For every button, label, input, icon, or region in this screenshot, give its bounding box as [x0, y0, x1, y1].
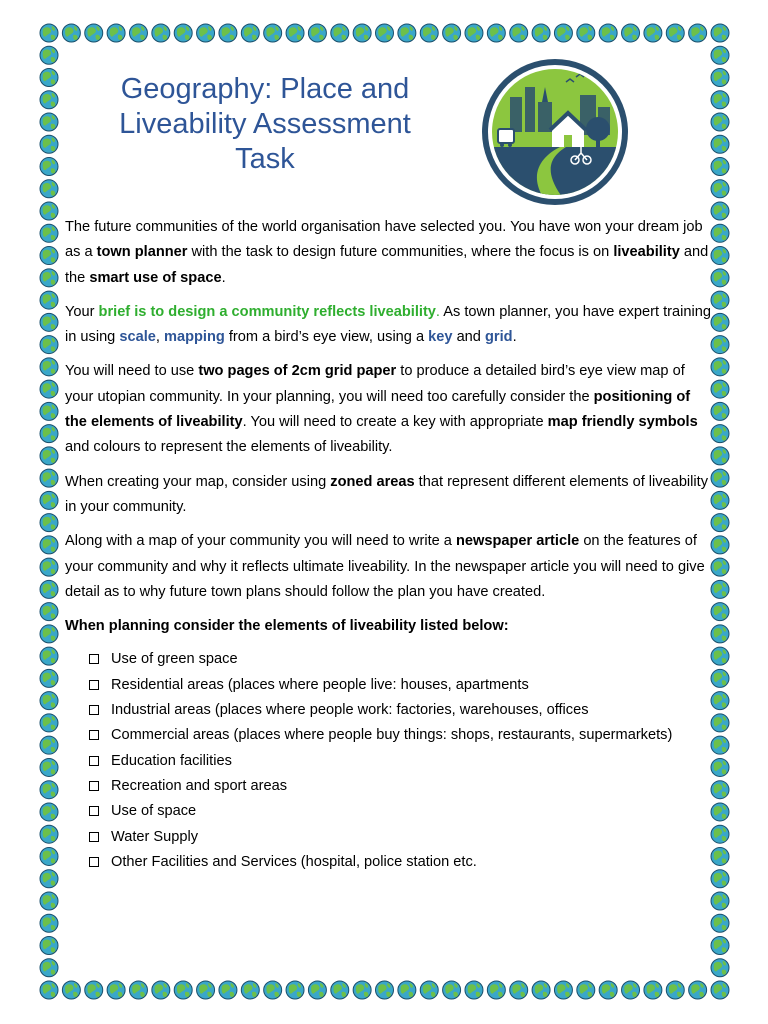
keyword-newspaper-article: newspaper article: [455, 533, 580, 550]
globe-icon: [711, 46, 729, 64]
globe-icon: [107, 981, 125, 999]
globe-icon: [40, 224, 58, 242]
title-line-1: Geography: Place and: [120, 73, 410, 105]
list-item-label: Water Supply: [111, 828, 199, 845]
globe-icon: [85, 24, 103, 42]
globe-icon: [644, 24, 662, 42]
globe-icon: [62, 981, 80, 999]
page-title: [80, 72, 450, 177]
keyword-zoned-areas: zoned areas: [330, 473, 415, 490]
text-run: You will need to use: [65, 363, 199, 380]
checkbox-icon: [89, 832, 99, 842]
globe-icon: [40, 669, 58, 687]
globe-icon: [40, 336, 58, 354]
intro-paragraph: [65, 215, 715, 291]
globe-icon: [264, 981, 282, 999]
globe-icon: [308, 24, 326, 42]
globe-icon: [40, 870, 58, 888]
globe-icon: [40, 758, 58, 776]
globe-icon: [711, 892, 729, 910]
list-item-label: Use of green space: [111, 651, 238, 668]
globe-icon: [40, 447, 58, 465]
globe-icon: [264, 24, 282, 42]
globe-icon: [40, 24, 58, 42]
text-run: ,: [155, 329, 164, 346]
globe-icon: [711, 113, 729, 131]
globe-icon: [711, 69, 729, 87]
globe-icon: [420, 24, 438, 42]
checkbox-icon: [89, 806, 99, 816]
globe-icon: [666, 981, 684, 999]
list-item: [89, 825, 715, 850]
globe-icon: [40, 358, 58, 376]
grid-paper-paragraph: [65, 359, 715, 460]
text-run: The future communities of the world organisation have selected you. You have won your dream job as a: [65, 219, 703, 261]
keyword-key: key: [428, 329, 453, 346]
list-item: [89, 723, 715, 748]
globe-icon: [40, 291, 58, 309]
globe-icon: [219, 24, 237, 42]
globe-icon: [40, 647, 58, 665]
globe-icon: [40, 959, 58, 977]
globe-icon: [376, 24, 394, 42]
globe-icon: [308, 981, 326, 999]
globe-icon: [711, 91, 729, 109]
globe-icon: [152, 981, 170, 999]
text-run: with the task to design future communities, where the focus is on: [187, 244, 614, 261]
liveability-checklist: [65, 647, 715, 875]
globe-icon: [40, 91, 58, 109]
globe-icon: [510, 24, 528, 42]
globe-icon: [62, 24, 80, 42]
globe-icon: [331, 24, 349, 42]
text-run: from a bird’s eye view, using a: [224, 329, 429, 346]
list-heading: When planning consider the elements of liveability listed below:: [65, 618, 509, 635]
globe-icon: [487, 981, 505, 999]
zoned-areas-paragraph: [65, 470, 715, 521]
globe-icon: [711, 936, 729, 954]
keyword-map-symbols: map friendly symbols: [547, 414, 698, 431]
globe-icon: [622, 981, 640, 999]
globe-icon: [577, 24, 595, 42]
keyword-grid-paper: two pages of 2cm grid paper: [198, 363, 397, 380]
globe-icon: [40, 936, 58, 954]
text-run: . You will need to create a key with appropriate: [242, 414, 548, 431]
keyword-mapping: mapping: [164, 329, 225, 346]
globe-icon: [711, 24, 729, 42]
globe-icon: [689, 981, 707, 999]
globe-icon: [711, 135, 729, 153]
list-item: [89, 673, 715, 698]
globe-icon: [40, 180, 58, 198]
list-item: [89, 647, 715, 672]
globe-icon: [644, 981, 662, 999]
checkbox-icon: [89, 857, 99, 867]
globe-icon: [129, 24, 147, 42]
globe-icon: [487, 24, 505, 42]
globe-icon: [107, 24, 125, 42]
keyword-smart-use-of-space: smart use of space: [89, 269, 222, 286]
list-item: [89, 698, 715, 723]
globe-icon: [40, 425, 58, 443]
globe-icon: [40, 580, 58, 598]
text-run: .: [221, 269, 226, 286]
globe-icon: [241, 981, 259, 999]
text-run: .: [435, 303, 440, 320]
keyword-town-planner: town planner: [96, 244, 188, 261]
globe-icon: [711, 180, 729, 198]
globe-icon: [577, 981, 595, 999]
globe-icon: [353, 981, 371, 999]
globe-icon: [40, 803, 58, 821]
globe-icon: [40, 736, 58, 754]
globe-icon: [599, 24, 617, 42]
globe-icon: [465, 981, 483, 999]
list-item: [89, 799, 715, 824]
text-run: When creating your map, consider using: [65, 473, 331, 490]
brief-highlight: brief is to design a community reflects liveability: [98, 303, 436, 320]
globe-icon: [197, 981, 215, 999]
content: [65, 215, 715, 875]
globe-icon: [152, 24, 170, 42]
list-item: [89, 774, 715, 799]
text-run: .: [512, 329, 517, 346]
globe-icon: [40, 847, 58, 865]
keyword-grid: grid: [484, 329, 513, 346]
brief-paragraph: [65, 300, 715, 351]
globe-icon: [241, 24, 259, 42]
globe-icon: [554, 24, 572, 42]
list-item-label: Residential areas (places where people live: houses, apartments: [111, 676, 529, 693]
globe-icon: [40, 313, 58, 331]
globe-icon: [40, 781, 58, 799]
text-run: and colours to represent the elements of liveability.: [65, 439, 393, 456]
globe-icon: [219, 981, 237, 999]
globe-icon: [443, 24, 461, 42]
globe-icon: [689, 24, 707, 42]
list-item-label: Use of space: [111, 803, 197, 820]
globe-icon: [420, 981, 438, 999]
globe-icon: [443, 981, 461, 999]
globe-icon: [711, 981, 729, 999]
checkbox-icon: [89, 781, 99, 791]
newspaper-paragraph: [65, 529, 715, 605]
globe-icon: [286, 981, 304, 999]
globe-icon: [40, 692, 58, 710]
globe-icon: [666, 24, 684, 42]
globe-icon: [40, 514, 58, 532]
list-item-label: Recreation and sport areas: [111, 777, 288, 794]
globe-icon: [40, 558, 58, 576]
keyword-positioning: positioning of the elements of liveability: [65, 388, 691, 431]
globe-icon: [40, 625, 58, 643]
globe-icon: [40, 469, 58, 487]
globe-icon: [376, 981, 394, 999]
globe-icon: [554, 981, 572, 999]
text-run: As town planner, you have expert training in using: [65, 303, 711, 346]
globe-icon: [40, 135, 58, 153]
title-line-3: Task: [235, 143, 295, 175]
checkbox-icon: [89, 756, 99, 766]
list-item-label: Industrial areas (places where people work: factories, warehouses, offices: [111, 702, 589, 719]
globe-icon: [398, 24, 416, 42]
globe-icon: [197, 24, 215, 42]
globe-icon: [40, 825, 58, 843]
text-run: Along with a map of your community you will need to write a: [65, 533, 456, 550]
text-run: Your: [65, 303, 99, 320]
globe-icon: [40, 981, 58, 999]
community-logo-icon: [480, 57, 630, 207]
globe-icon: [599, 981, 617, 999]
globe-icon: [398, 981, 416, 999]
globe-icon: [40, 269, 58, 287]
globe-icon: [40, 402, 58, 420]
keyword-liveability: liveability: [613, 244, 680, 261]
globe-icon: [532, 981, 550, 999]
globe-icon: [40, 714, 58, 732]
globe-icon: [510, 981, 528, 999]
globe-icon: [40, 202, 58, 220]
list-item-label: Education facilities: [111, 752, 232, 769]
text-run: and the: [65, 244, 709, 286]
globe-icon: [174, 981, 192, 999]
globe-icon: [353, 24, 371, 42]
keyword-scale: scale: [119, 329, 156, 346]
globe-icon: [286, 24, 304, 42]
globe-icon: [40, 69, 58, 87]
globe-icon: [40, 380, 58, 398]
list-item: [89, 749, 715, 774]
globe-icon: [85, 981, 103, 999]
list-item-label: Other Facilities and Services (hospital, police station etc.: [111, 853, 477, 870]
text-run: on the features of your community and why it reflects ultimate liveability. In the newspaper article you will need to give detail as to why future town plans should follow the plan you have created.: [65, 533, 705, 600]
checkbox-icon: [89, 654, 99, 664]
globe-icon: [711, 914, 729, 932]
list-item-label: Commercial areas (places where people buy things: shops, restaurants, supermarkets): [111, 727, 673, 744]
globe-icon: [40, 46, 58, 64]
checkbox-icon: [89, 705, 99, 715]
globe-icon: [40, 113, 58, 131]
checkbox-icon: [89, 680, 99, 690]
globe-icon: [174, 24, 192, 42]
globe-icon: [40, 914, 58, 932]
globe-icon: [40, 491, 58, 509]
globe-icon: [40, 247, 58, 265]
globe-icon: [40, 158, 58, 176]
list-item: [89, 850, 715, 875]
globe-icon: [711, 959, 729, 977]
checkbox-icon: [89, 730, 99, 740]
text-run: and: [452, 329, 485, 346]
globe-icon: [40, 892, 58, 910]
globe-icon: [532, 24, 550, 42]
globe-icon: [622, 24, 640, 42]
globe-icon: [465, 24, 483, 42]
globe-icon: [129, 981, 147, 999]
globe-icon: [40, 603, 58, 621]
text-run: that represent different elements of liveability in your community.: [65, 473, 709, 515]
title-line-2: Liveability Assessment: [119, 108, 411, 140]
globe-icon: [331, 981, 349, 999]
globe-icon: [711, 158, 729, 176]
globe-icon: [40, 536, 58, 554]
text-run: to produce a detailed bird’s eye view map of your utopian community. In your planning, you will need too carefully consider the: [65, 363, 685, 405]
